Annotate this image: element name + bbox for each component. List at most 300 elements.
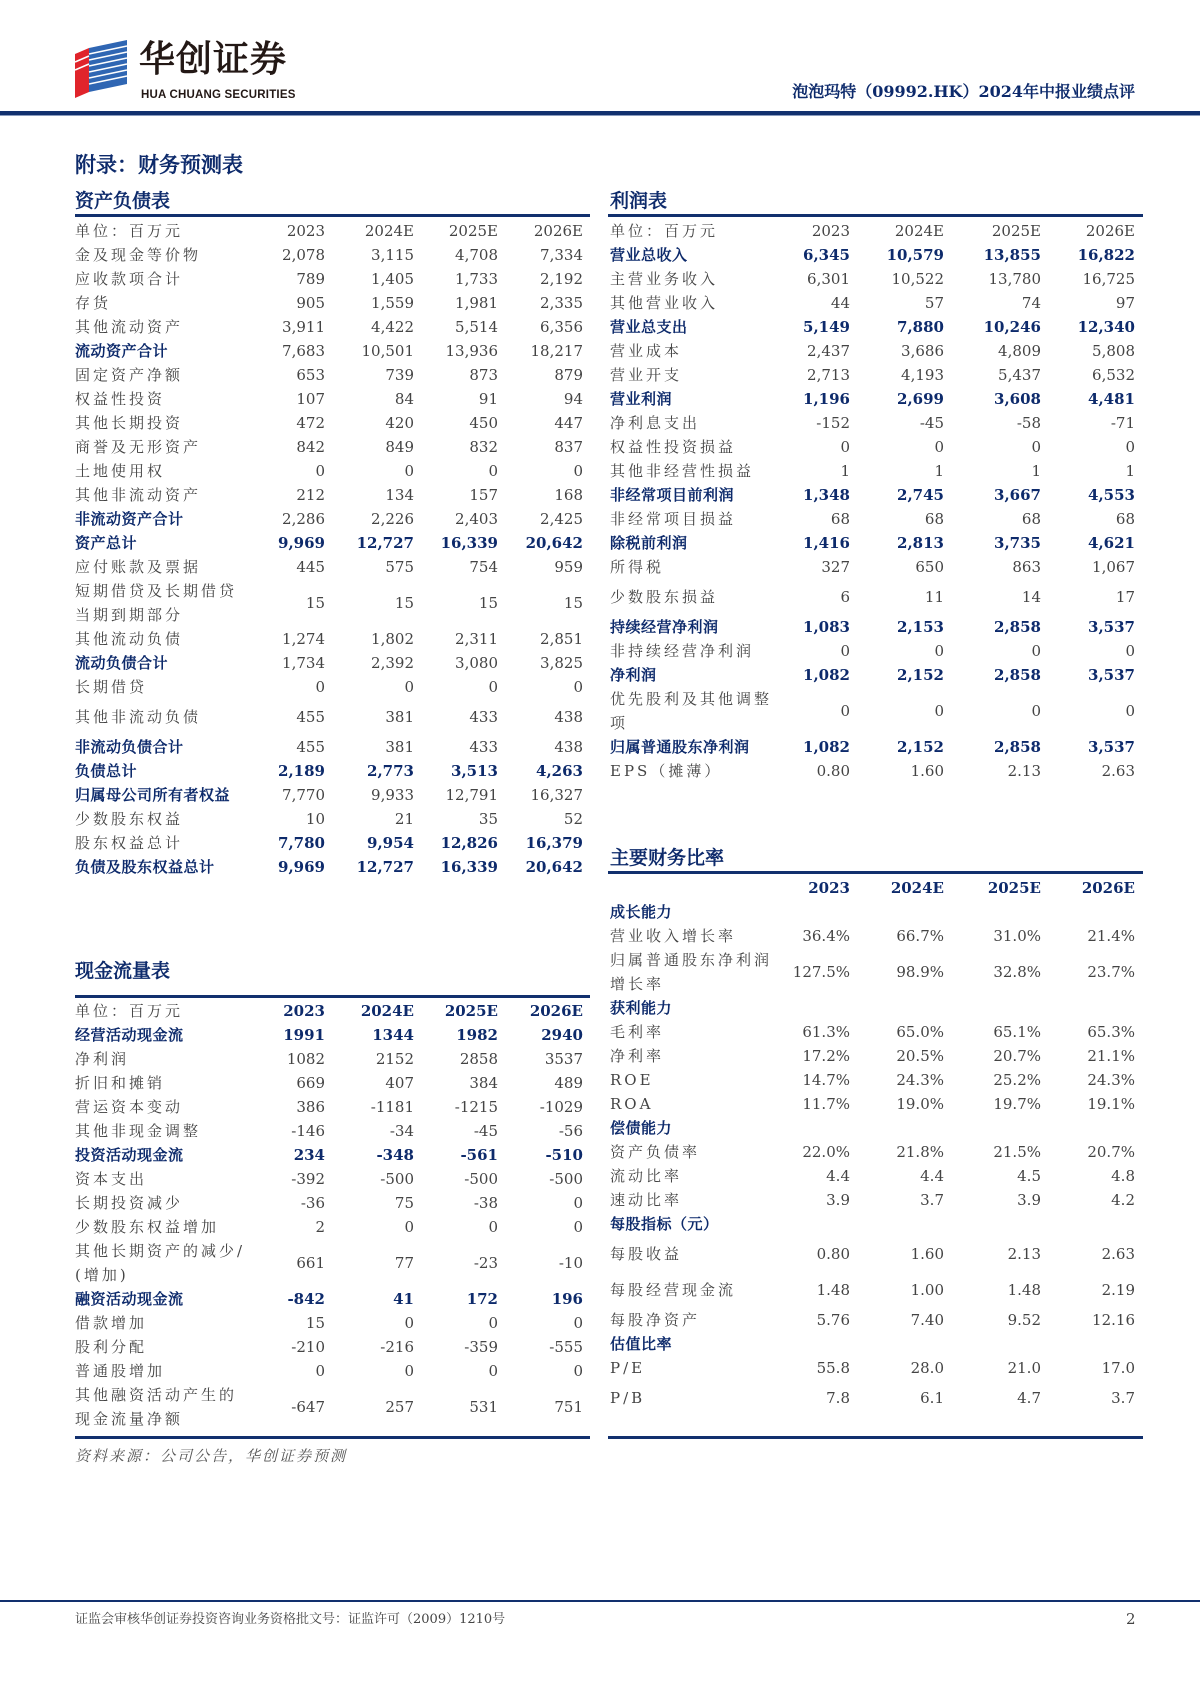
row-label: ROE [610, 1071, 654, 1089]
cell-value: 0 [1125, 642, 1135, 660]
table-row [75, 411, 583, 435]
row-label: 除税前利润 [610, 534, 688, 552]
cell-value: 1,082 [803, 738, 850, 756]
year-column-header: 2025E [448, 222, 498, 240]
row-label: 股东权益总计 [75, 834, 184, 852]
cell-value: 17 [1115, 588, 1135, 606]
cell-value: 0 [1031, 438, 1041, 456]
cash-flow-title: 现金流量表 [75, 960, 171, 982]
cell-value: 16,339 [440, 534, 498, 552]
table-row [75, 1359, 583, 1383]
row-label: 速动比率 [610, 1191, 683, 1209]
table-row [75, 1119, 583, 1143]
cell-value: 12,826 [440, 834, 498, 852]
cell-value: 0 [840, 438, 850, 456]
cell-value: 6 [840, 588, 850, 606]
cell-value: -210 [291, 1338, 325, 1356]
cell-value: -561 [460, 1146, 498, 1164]
row-label: 每股净资产 [610, 1311, 701, 1329]
cell-value: 1,802 [371, 630, 414, 648]
table-row [610, 387, 1135, 411]
cell-value: 1991 [283, 1026, 325, 1044]
cell-value [850, 1116, 944, 1140]
table-row [610, 639, 1135, 663]
table-row [75, 267, 583, 291]
cell-value: 0 [404, 1218, 414, 1236]
section-heading-row [610, 1212, 1135, 1236]
cell-value: 5,149 [803, 318, 850, 336]
cell-value: 2.13 [1007, 1245, 1041, 1263]
table-row [75, 1191, 583, 1215]
row-label: 其他长期投资 [75, 414, 184, 432]
row-label: 净利润 [75, 1050, 130, 1068]
cell-value: 433 [469, 708, 498, 726]
cell-value: 4,809 [998, 342, 1041, 360]
row-label: 非流动负债合计 [75, 738, 184, 756]
cell-value [785, 900, 850, 924]
table-row [610, 483, 1135, 507]
table-row [75, 783, 583, 807]
cell-value: 3,537 [1088, 618, 1135, 636]
cell-value: -152 [816, 414, 850, 432]
cell-value: 12,727 [356, 858, 414, 876]
cell-value: 107 [296, 390, 325, 408]
cell-value: 94 [563, 390, 583, 408]
cell-value: -146 [291, 1122, 325, 1140]
cell-value: 20.5% [896, 1047, 944, 1065]
cell-value: 15 [478, 594, 498, 612]
cell-value: -216 [380, 1338, 414, 1356]
cell-value: 653 [296, 366, 325, 384]
row-label: 归属普通股东净利润 [610, 738, 750, 756]
cell-value: 2,403 [455, 510, 498, 528]
cell-value: 0 [573, 1314, 583, 1332]
cell-value: 2,858 [994, 738, 1041, 756]
row-label: 营业利润 [610, 390, 673, 408]
cell-value: 10 [305, 810, 325, 828]
cell-value: -23 [473, 1254, 498, 1272]
table-row [75, 507, 583, 531]
cell-value: 873 [469, 366, 498, 384]
cell-value: 0 [1125, 438, 1135, 456]
row-label: 每股经营现金流 [610, 1281, 737, 1299]
balance-sheet-table [75, 219, 583, 879]
cell-value: 2.63 [1101, 762, 1135, 780]
cell-value: 24.3% [1087, 1071, 1135, 1089]
cell-value: 2,153 [897, 618, 944, 636]
cell-value: 2,858 [994, 618, 1041, 636]
table-row [75, 363, 583, 387]
row-label: 估值比率 [610, 1335, 673, 1353]
cell-value: 2 [315, 1218, 325, 1236]
unit-label: 单位：百万元 [75, 1002, 184, 1020]
cell-value: 789 [296, 270, 325, 288]
cell-value: 52 [563, 810, 583, 828]
cell-value: 1,348 [803, 486, 850, 504]
year-column-header: 2024E [360, 1002, 414, 1020]
cell-value: -1029 [539, 1098, 583, 1116]
row-label: 流动资产合计 [75, 342, 169, 360]
cell-value: 5.76 [816, 1311, 850, 1329]
cell-value: 36.4% [802, 927, 850, 945]
cell-value: 650 [915, 558, 944, 576]
cell-value: 1,082 [803, 666, 850, 684]
row-label: 少数股东权益增加 [75, 1218, 220, 1236]
row-label: 其他长期资产的减少/(增加) [75, 1242, 246, 1284]
cell-value: 450 [469, 414, 498, 432]
cell-value: -348 [376, 1146, 414, 1164]
cell-value: 4,422 [371, 318, 414, 336]
table-row [75, 1167, 583, 1191]
row-label: 非流动资产合计 [75, 510, 184, 528]
cell-value: 25.2% [993, 1071, 1041, 1089]
row-label: 其他非流动负债 [75, 708, 202, 726]
row-label: 营业开支 [610, 366, 683, 384]
cell-value: 3,667 [994, 486, 1041, 504]
cell-value: 2,851 [540, 630, 583, 648]
cell-value: 16,379 [525, 834, 583, 852]
cell-value: 4,708 [455, 246, 498, 264]
cell-value: 65.0% [896, 1023, 944, 1041]
cell-value: 0 [1031, 702, 1041, 720]
table-row [610, 735, 1135, 759]
cell-value: 863 [1012, 558, 1041, 576]
unit-label: 单位：百万元 [75, 222, 184, 240]
cell-value: 0 [488, 1362, 498, 1380]
cell-value: 2152 [375, 1050, 414, 1068]
cell-value: 2,192 [540, 270, 583, 288]
unit-label: 单位：百万元 [610, 222, 719, 240]
cell-value: 1.60 [910, 762, 944, 780]
table-row [75, 1287, 583, 1311]
row-label: EPS（摊薄） [610, 762, 723, 780]
cell-value: 21.1% [1087, 1047, 1135, 1065]
cell-value: -500 [549, 1170, 583, 1188]
cell-value: 4.4 [826, 1167, 850, 1185]
cell-value: 16,339 [440, 858, 498, 876]
cell-value: 11 [924, 588, 944, 606]
cell-value: 1,981 [455, 294, 498, 312]
row-label: 净利息支出 [610, 414, 701, 432]
cell-value: 3,537 [1088, 738, 1135, 756]
table-header-row [610, 219, 1135, 243]
row-label: 优先股利及其他调整项 [610, 690, 773, 732]
cell-value: 12.16 [1092, 1311, 1135, 1329]
footer-license-text: 证监会审核华创证券投资咨询业务资格批文号：证监许可（2009）1210号 [75, 1612, 506, 1627]
cell-value: -71 [1110, 414, 1135, 432]
cell-value: -58 [1016, 414, 1041, 432]
cell-value: 0 [404, 462, 414, 480]
footer-divider [0, 1600, 1200, 1602]
cash-flow-table [75, 999, 583, 1431]
cell-value: 1344 [372, 1026, 414, 1044]
row-label: 借款增加 [75, 1314, 148, 1332]
row-label: 折旧和摊销 [75, 1074, 166, 1092]
cell-value: 68 [924, 510, 944, 528]
cell-value: 575 [385, 558, 414, 576]
company-logo [75, 40, 335, 104]
row-label: 营业总支出 [610, 318, 688, 336]
year-column-header: 2026E [533, 222, 583, 240]
cell-value: 66.7% [896, 927, 944, 945]
cell-value: 2,437 [807, 342, 850, 360]
cell-value: 3,513 [451, 762, 498, 780]
table-row [610, 411, 1135, 435]
cell-value: 1 [1031, 462, 1041, 480]
table-row [75, 483, 583, 507]
section-heading-row [610, 1116, 1135, 1140]
cell-value: 20.7% [993, 1047, 1041, 1065]
table-row [610, 759, 1135, 783]
cell-value: 837 [554, 438, 583, 456]
cell-value [785, 1212, 850, 1236]
cell-value [1041, 996, 1135, 1020]
cell-value: 7.8 [826, 1389, 850, 1407]
cell-value: 842 [296, 438, 325, 456]
cell-value: 0 [404, 678, 414, 696]
row-label: 其他流动负债 [75, 630, 184, 648]
logo-mark-icon [75, 40, 131, 100]
table-row [75, 1335, 583, 1359]
table-row [610, 267, 1135, 291]
cell-value: 2,152 [897, 666, 944, 684]
cell-value: 4,263 [536, 762, 583, 780]
cell-value: 0 [934, 702, 944, 720]
cell-value: 41 [393, 1290, 414, 1308]
row-label: 应付账款及票据 [75, 558, 202, 576]
table-row [75, 1023, 583, 1047]
row-label: 投资活动现金流 [75, 1146, 184, 1164]
year-column-header: 2026E [1085, 222, 1135, 240]
row-label: 固定资产净额 [75, 366, 184, 384]
cell-value: 669 [296, 1074, 325, 1092]
cell-value: 0 [315, 678, 325, 696]
table-row [610, 579, 1135, 615]
cell-value: 0.80 [816, 762, 850, 780]
cell-value: 44 [830, 294, 850, 312]
table-row [610, 1356, 1135, 1380]
income-statement-rule [608, 214, 1143, 217]
year-column-header: 2023 [808, 879, 850, 897]
cell-value: 14.7% [802, 1071, 850, 1089]
cell-value: 4.5 [1017, 1167, 1041, 1185]
table-row [610, 1272, 1135, 1308]
cell-value: 6.1 [920, 1389, 944, 1407]
cell-value: 489 [554, 1074, 583, 1092]
cell-value: 0 [934, 438, 944, 456]
table-row [610, 924, 1135, 948]
cell-value: 21.8% [896, 1143, 944, 1161]
row-label: 负债及股东权益总计 [75, 858, 215, 876]
cell-value: 12,791 [445, 786, 498, 804]
row-label: 成长能力 [610, 903, 673, 921]
cell-value: 0 [1125, 702, 1135, 720]
cell-value: 21.5% [993, 1143, 1041, 1161]
row-label: 长期投资减少 [75, 1194, 184, 1212]
table-row [610, 459, 1135, 483]
year-column-header: 2025E [444, 1002, 498, 1020]
cell-value: 0 [488, 462, 498, 480]
cell-value: -359 [464, 1338, 498, 1356]
year-column-header: 2024E [890, 879, 944, 897]
cell-value: 157 [469, 486, 498, 504]
income-statement-table [610, 219, 1135, 783]
cell-value: 16,725 [1082, 270, 1135, 288]
cell-value: -56 [558, 1122, 583, 1140]
table-row [610, 1020, 1135, 1044]
cash-flow-bottom-rule [75, 1436, 590, 1439]
cell-value: 433 [469, 738, 498, 756]
cell-value: 2,713 [807, 366, 850, 384]
cell-value: 0 [1031, 642, 1041, 660]
cell-value: 381 [385, 738, 414, 756]
table-row [75, 1215, 583, 1239]
cell-value: 98.9% [896, 963, 944, 981]
year-column-header: 2026E [529, 1002, 583, 1020]
balance-sheet-rule [75, 214, 590, 217]
ratios-title: 主要财务比率 [610, 847, 725, 869]
table-row [610, 1188, 1135, 1212]
cell-value: 1,405 [371, 270, 414, 288]
cell-value: 77 [394, 1254, 414, 1272]
cell-value: 2,078 [282, 246, 325, 264]
logo-english-text: HUA CHUANG SECURITIES [141, 89, 296, 101]
row-label: 权益性投资损益 [610, 438, 737, 456]
cell-value: 1,416 [803, 534, 850, 552]
cell-value: 127.5% [792, 963, 850, 981]
cell-value: 2,773 [367, 762, 414, 780]
table-row [75, 291, 583, 315]
cell-value: 24.3% [896, 1071, 944, 1089]
row-label: 长期借贷 [75, 678, 148, 696]
cell-value [850, 1332, 944, 1356]
cell-value: -510 [545, 1146, 583, 1164]
row-label: 其他非经营性损益 [610, 462, 755, 480]
table-row [610, 291, 1135, 315]
row-label: 归属普通股东净利润增长率 [610, 951, 773, 993]
cell-value: 18,217 [530, 342, 583, 360]
cell-value: 10,522 [891, 270, 944, 288]
cell-value: 2,745 [897, 486, 944, 504]
balance-sheet-title: 资产负债表 [75, 190, 171, 212]
cell-value: 9,933 [371, 786, 414, 804]
cell-value: -842 [287, 1290, 325, 1308]
ratios-bottom-rule [608, 1436, 1143, 1439]
cell-value: 0 [573, 462, 583, 480]
row-label: 偿债能力 [610, 1119, 673, 1137]
row-label: 资产负债率 [610, 1143, 701, 1161]
cell-value: 17.2% [802, 1047, 850, 1065]
table-row [75, 675, 583, 699]
cell-value: -647 [291, 1398, 325, 1416]
table-header-row [75, 999, 583, 1023]
cell-value: 75 [394, 1194, 414, 1212]
row-label: 获利能力 [610, 999, 673, 1017]
table-row [75, 807, 583, 831]
cell-value: 0 [573, 678, 583, 696]
cell-value: 531 [469, 1398, 498, 1416]
table-row [610, 1044, 1135, 1068]
cell-value: 0 [315, 1362, 325, 1380]
row-label: 营运资本变动 [75, 1098, 184, 1116]
cell-value: 74 [1021, 294, 1041, 312]
cell-value: 3.9 [826, 1191, 850, 1209]
cell-value: 15 [305, 1314, 325, 1332]
cell-value: 2,392 [371, 654, 414, 672]
cell-value: 28.0 [910, 1359, 944, 1377]
cell-value: 472 [296, 414, 325, 432]
year-column-header: 2025E [987, 879, 1041, 897]
cell-value: 20,642 [525, 534, 583, 552]
cell-value: 196 [551, 1290, 583, 1308]
row-label: 存货 [75, 294, 112, 312]
ratios-table [610, 876, 1135, 1416]
cell-value: 4.4 [920, 1167, 944, 1185]
cell-value: 661 [296, 1254, 325, 1272]
report-title: 泡泡玛特（09992.HK）2024年中报业绩点评 [792, 82, 1135, 101]
cell-value: 61.3% [802, 1023, 850, 1041]
cell-value: 2.19 [1101, 1281, 1135, 1299]
row-label: 经营活动现金流 [75, 1026, 184, 1044]
cell-value: 13,855 [983, 246, 1041, 264]
table-row [610, 1092, 1135, 1116]
cell-value: 6,532 [1092, 366, 1135, 384]
cell-value: 19.0% [896, 1095, 944, 1113]
cell-value: 57 [924, 294, 944, 312]
source-note: 资料来源：公司公告，华创证券预测 [75, 1447, 348, 1465]
row-label: 资产总计 [75, 534, 138, 552]
table-row [610, 315, 1135, 339]
cell-value: 68 [1021, 510, 1041, 528]
logo-chinese-text: 华创证券 [139, 39, 288, 80]
row-label: 其他流动资产 [75, 318, 184, 336]
cell-value: 0 [488, 1314, 498, 1332]
section-heading-row [610, 996, 1135, 1020]
cell-value: 35 [478, 810, 498, 828]
cell-value: 19.1% [1087, 1095, 1135, 1113]
cell-value: 19.7% [993, 1095, 1041, 1113]
table-row [610, 687, 1135, 735]
cell-value: 1 [840, 462, 850, 480]
cell-value: 17.0 [1101, 1359, 1135, 1377]
cell-value: 9.52 [1007, 1311, 1041, 1329]
row-label: 非经常项目前利润 [610, 486, 735, 504]
cell-value [1041, 900, 1135, 924]
table-row [610, 1308, 1135, 1332]
row-label: 股利分配 [75, 1338, 148, 1356]
cell-value: 3,115 [371, 246, 414, 264]
row-label: 营业收入增长率 [610, 927, 737, 945]
table-row [610, 243, 1135, 267]
year-column-header: 2025E [991, 222, 1041, 240]
row-label: 其他非现金调整 [75, 1122, 202, 1140]
cell-value: 4,621 [1088, 534, 1135, 552]
cell-value: 55.8 [816, 1359, 850, 1377]
table-row [610, 615, 1135, 639]
cell-value: 1 [1125, 462, 1135, 480]
cell-value: 10,579 [886, 246, 944, 264]
table-row [75, 339, 583, 363]
table-row [75, 243, 583, 267]
table-row [610, 555, 1135, 579]
cell-value: 0 [573, 1218, 583, 1236]
cell-value: 212 [296, 486, 325, 504]
cell-value: 5,437 [998, 366, 1041, 384]
row-label: 其他融资活动产生的现金流量净额 [75, 1386, 238, 1428]
cell-value: 134 [385, 486, 414, 504]
cell-value: 16,327 [530, 786, 583, 804]
table-header-row [610, 876, 1135, 900]
